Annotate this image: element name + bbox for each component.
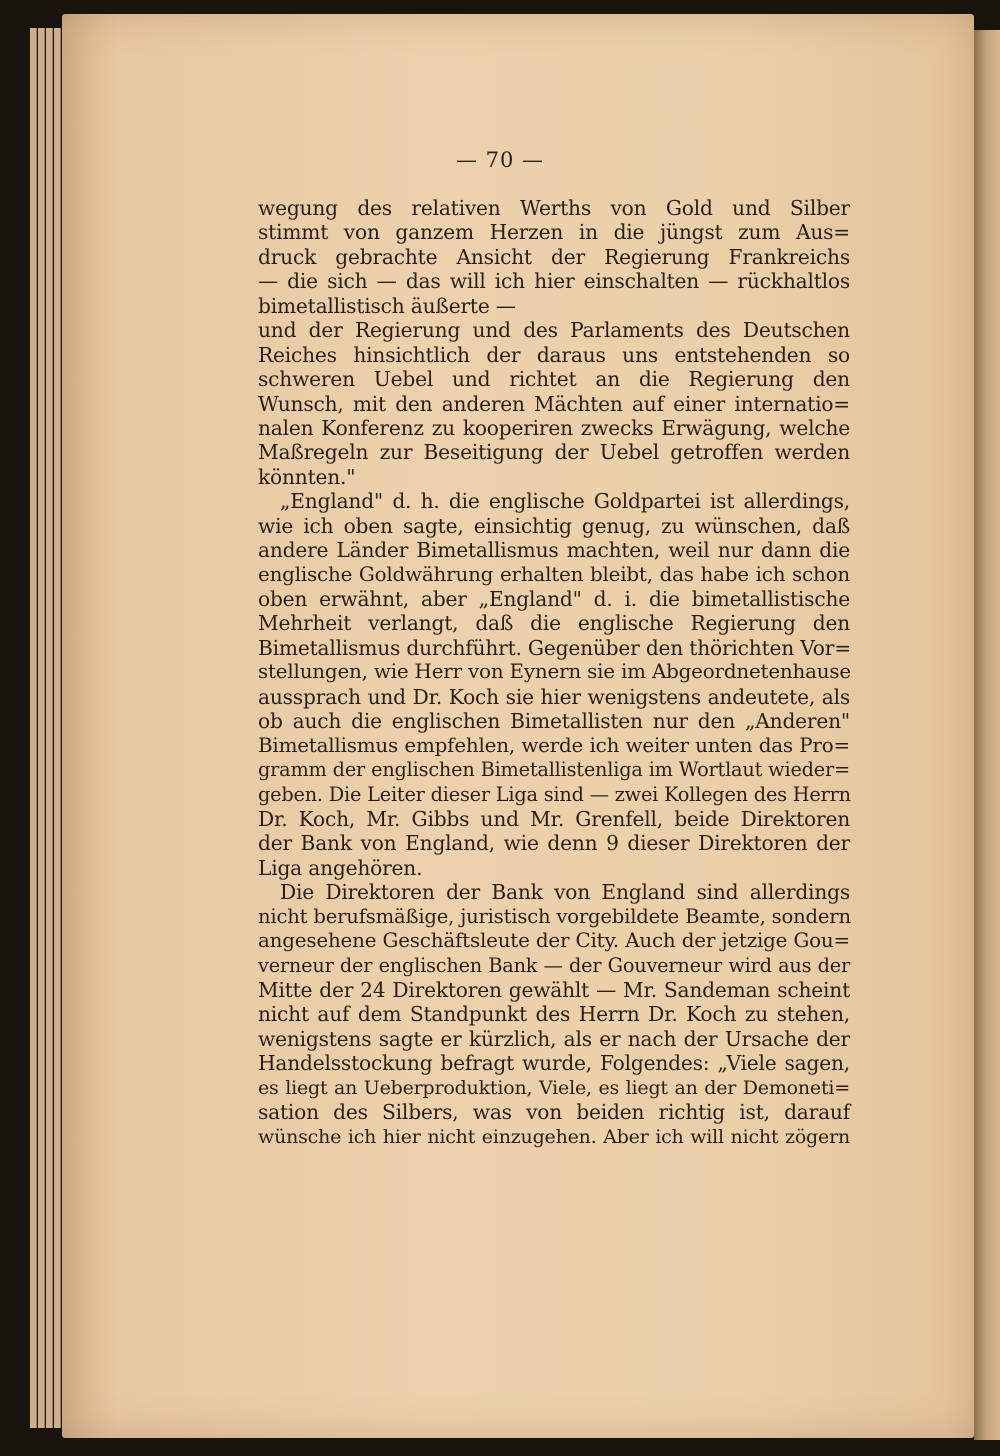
text-line: Die Direktoren der Bank von England sind allerdings <box>280 880 850 905</box>
text-line: Liga angehören. <box>258 855 423 880</box>
text-line: andere Länder Bimetallismus machten, weil nur dann die <box>258 538 850 563</box>
text-line: oben erwähnt, aber „England" d. i. die bimetallistische <box>258 587 850 611</box>
text-line: Handelsstockung befragt wurde, Folgendes: „Viele sagen, <box>258 1051 850 1076</box>
text-line: stimmt von ganzem Herzen in die jüngst zum Aus= <box>258 220 850 245</box>
text-line: Reiches hinsichtlich der daraus uns entstehenden so <box>258 342 850 367</box>
text-line: wenigstens sagte er kürzlich, als er nach der Ursache der <box>258 1026 850 1051</box>
page-edge <box>54 28 61 1428</box>
text-line: aussprach und Dr. Koch sie hier wenigstens andeutete, als <box>258 684 850 709</box>
page-edge <box>38 28 45 1428</box>
text-line: ob auch die englischen Bimetallisten nur den „Anderen" <box>258 709 850 734</box>
text-line: „England" d. h. die englische Goldpartei ist allerdings, <box>280 489 850 514</box>
text-line: der Bank von England, wie denn 9 dieser Direktoren der <box>258 831 850 856</box>
page-edge <box>30 28 37 1428</box>
text-line: Wunsch, mit den anderen Mächten auf einer internatio= <box>258 391 850 416</box>
text-line: geben. Die Leiter dieser Liga sind — zwei Kollegen des Herrn <box>258 782 851 806</box>
text-line: wünsche ich hier nicht einzugehen. Aber ich will nicht zögern <box>258 1125 850 1148</box>
text-line: verneur der englischen Bank — der Gouverneur wird aus der <box>258 953 850 977</box>
text-line: stellungen, wie Herr von Eynern sie im Abgeordnetenhause <box>258 660 851 684</box>
text-line: Bimetallismus empfehlen, werde ich weiter unten das Pro= <box>258 733 850 757</box>
text-line: wie ich oben sagte, einsichtig genug, zu wünschen, daß <box>258 513 850 538</box>
text-line: gramm der englischen Bimetallistenliga im Wortlaut wieder= <box>258 758 850 782</box>
text-line: Bimetallismus durchführt. Gegenüber den thörichten Vor= <box>258 635 851 660</box>
text-line: nicht berufsmäßige, juristisch vorgebildete Beamte, sondern <box>258 904 851 928</box>
text-line: Dr. Koch, Mr. Gibbs und Mr. Grenfell, beide Direktoren <box>258 806 850 831</box>
page-number: — 70 — <box>455 148 545 172</box>
text-line: könnten." <box>258 464 356 489</box>
text-line: Maßregeln zur Beseitigung der Uebel getroffen werden <box>258 440 850 465</box>
text-line: — die sich — das will ich hier einschalten — rückhaltlos <box>258 269 850 294</box>
text-line: nalen Konferenz zu kooperiren zwecks Erwägung, welche <box>258 415 850 440</box>
text-line: nicht auf dem Standpunkt des Herrn Dr. Koch zu stehen, <box>258 1002 850 1027</box>
text-line: Mehrheit verlangt, daß die englische Regierung den <box>258 611 850 636</box>
text-line: druck gebrachte Ansicht der Regierung Frankreichs <box>258 244 850 269</box>
text-line: es liegt an Ueberproduktion, Viele, es liegt an der Demoneti= <box>258 1076 850 1099</box>
text-line: Mitte der 24 Direktoren gewählt — Mr. Sandeman scheint <box>258 978 850 1002</box>
text-line: angesehene Geschäftsleute der City. Auch der jetzige Gou= <box>258 929 850 953</box>
body-text <box>258 196 850 1149</box>
text-line: wegung des relativen Werths von Gold und Silber <box>258 196 850 220</box>
text-line: bimetallistisch äußerte — <box>258 293 516 318</box>
text-line: und der Regierung und des Parlaments des Deutschen <box>258 318 850 343</box>
page-edge <box>46 28 53 1428</box>
text-line: schweren Uebel und richtet an die Regierung den <box>258 367 850 392</box>
text-line: englische Goldwährung erhalten bleibt, das habe ich schon <box>258 562 850 586</box>
facing-page-edge <box>974 30 1000 1440</box>
text-line: sation des Silbers, was von beiden richtig ist, darauf <box>258 1100 850 1125</box>
